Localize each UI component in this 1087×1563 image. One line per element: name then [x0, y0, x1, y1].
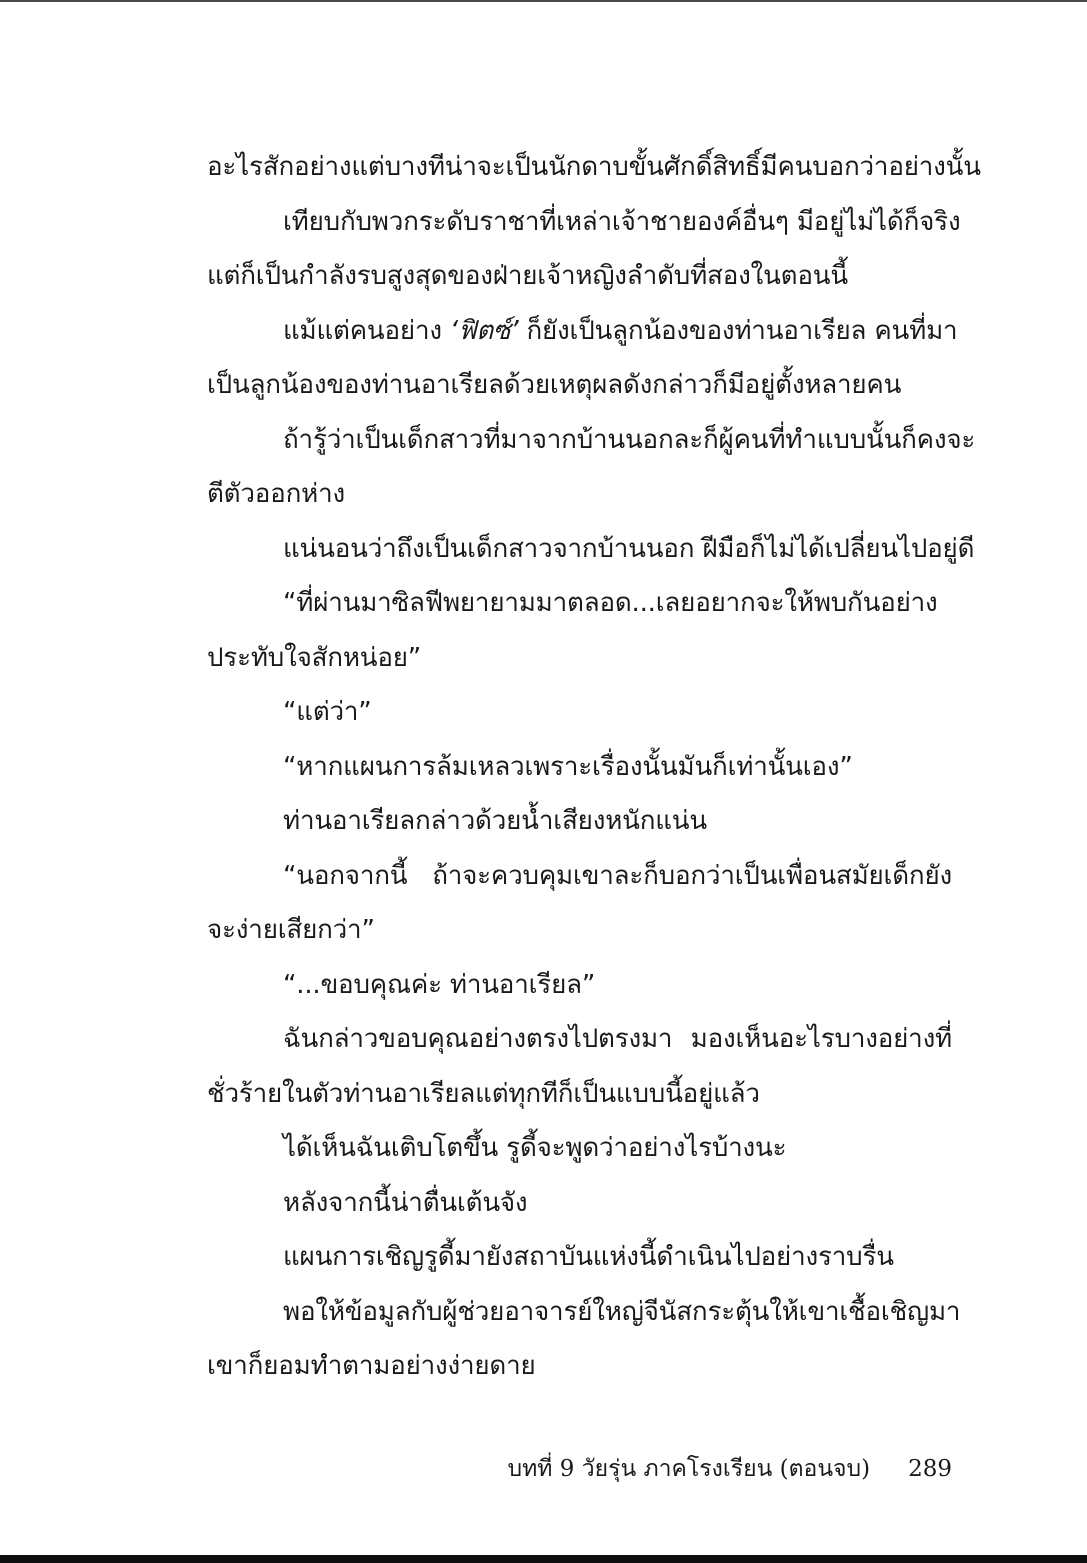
text-line: ถ้ารู้ว่าเป็นเด็กสาวที่มาจากบ้านนอกละก็ผู้คนที่ทำแบบนั้นก็คงจะ — [283, 424, 976, 455]
text-line: “หากแผนการล้มเหลวเพราะเรื่องนั้นมันก็เท่านั้นเอง” — [283, 751, 853, 782]
text-line: เป็นลูกน้องของท่านอาเรียลด้วยเหตุผลดังกล่าวก็มีอยู่ตั้งหลายคน — [207, 370, 902, 400]
text-line: หลังจากนี้น่าตื่นเต้นจัง — [283, 1187, 528, 1218]
text-line: แผนการเชิญรูดี้มายังสถาบันแห่งนี้ดำเนินไปอย่างราบรื่น — [283, 1242, 894, 1272]
running-chapter-title: บทที่ 9 วัยรุ่น ภาคโรงเรียน (ตอนจบ) — [507, 1456, 871, 1482]
text-line: แต่ก็เป็นกำลังรบสูงสุดของฝ่ายเจ้าหญิงลำดับที่สองในตอนนี้ — [207, 261, 848, 291]
text-line: ได้เห็นฉันเติบโตขึ้น รูดี้จะพูดว่าอย่างไรบ้างนะ — [283, 1133, 787, 1163]
top-border — [0, 0, 1087, 2]
emphasized-name: ‘ฟิตซ์’ — [449, 315, 519, 346]
text-line: ตีตัวออกห่าง — [207, 479, 345, 509]
text-line: ประทับใจสักหน่อย” — [207, 642, 422, 673]
text-line: “...ขอบคุณค่ะ ท่านอาเรียล” — [283, 969, 596, 1000]
text-line: ฉันกล่าวขอบคุณอย่างตรงไปตรงมา มองเห็นอะไรบางอย่างที่ — [283, 1024, 952, 1054]
page-number: 289 — [908, 1456, 952, 1482]
text-line: พอให้ข้อมูลกับผู้ช่วยอาจารย์ใหญ่จีนัสกระตุ้นให้เขาเชื้อเชิญมา — [283, 1296, 961, 1327]
page-footer — [507, 1449, 952, 1489]
text-line: จะง่ายเสียกว่า” — [207, 915, 375, 945]
text-line — [207, 304, 958, 359]
bottom-border — [0, 1555, 1087, 1563]
page-body — [207, 140, 981, 1394]
text-line: “นอกจากนี้ ถ้าจะควบคุมเขาละก็บอกว่าเป็นเพื่อนสมัยเด็กยัง — [283, 860, 952, 891]
text-segment: แม้แต่คนอย่าง — [283, 315, 450, 346]
text-line: ท่านอาเรียลกล่าวด้วยน้ำเสียงหนักแน่น — [283, 806, 707, 836]
text-line: ชั่วร้ายในตัวท่านอาเรียลแต่ทุกทีก็เป็นแบบนี้อยู่แล้ว — [207, 1078, 760, 1109]
text-line: อะไรสักอย่างแต่บางทีน่าจะเป็นนักดาบขั้นศักดิ์สิทธิ์มีคนบอกว่าอย่างนั้น — [207, 152, 981, 182]
text-line: “ที่ผ่านมาซิลฟีพยายามมาตลอด...เลยอยากจะให้พบกันอย่าง — [283, 588, 938, 618]
text-line: “แต่ว่า” — [283, 697, 372, 727]
text-line: เขาก็ยอมทำตามอย่างง่ายดาย — [207, 1351, 536, 1381]
text-line: เทียบกับพวกระดับราชาที่เหล่าเจ้าชายองค์อื่นๆ มีอยู่ไม่ได้ก็จริง — [283, 206, 961, 237]
text-line: แน่นอนว่าถึงเป็นเด็กสาวจากบ้านนอก ฝีมือก็ไม่ได้เปลี่ยนไปอยู่ดี — [283, 533, 975, 564]
text-segment: ก็ยังเป็นลูกน้องของท่านอาเรียล คนที่มา — [518, 315, 958, 346]
